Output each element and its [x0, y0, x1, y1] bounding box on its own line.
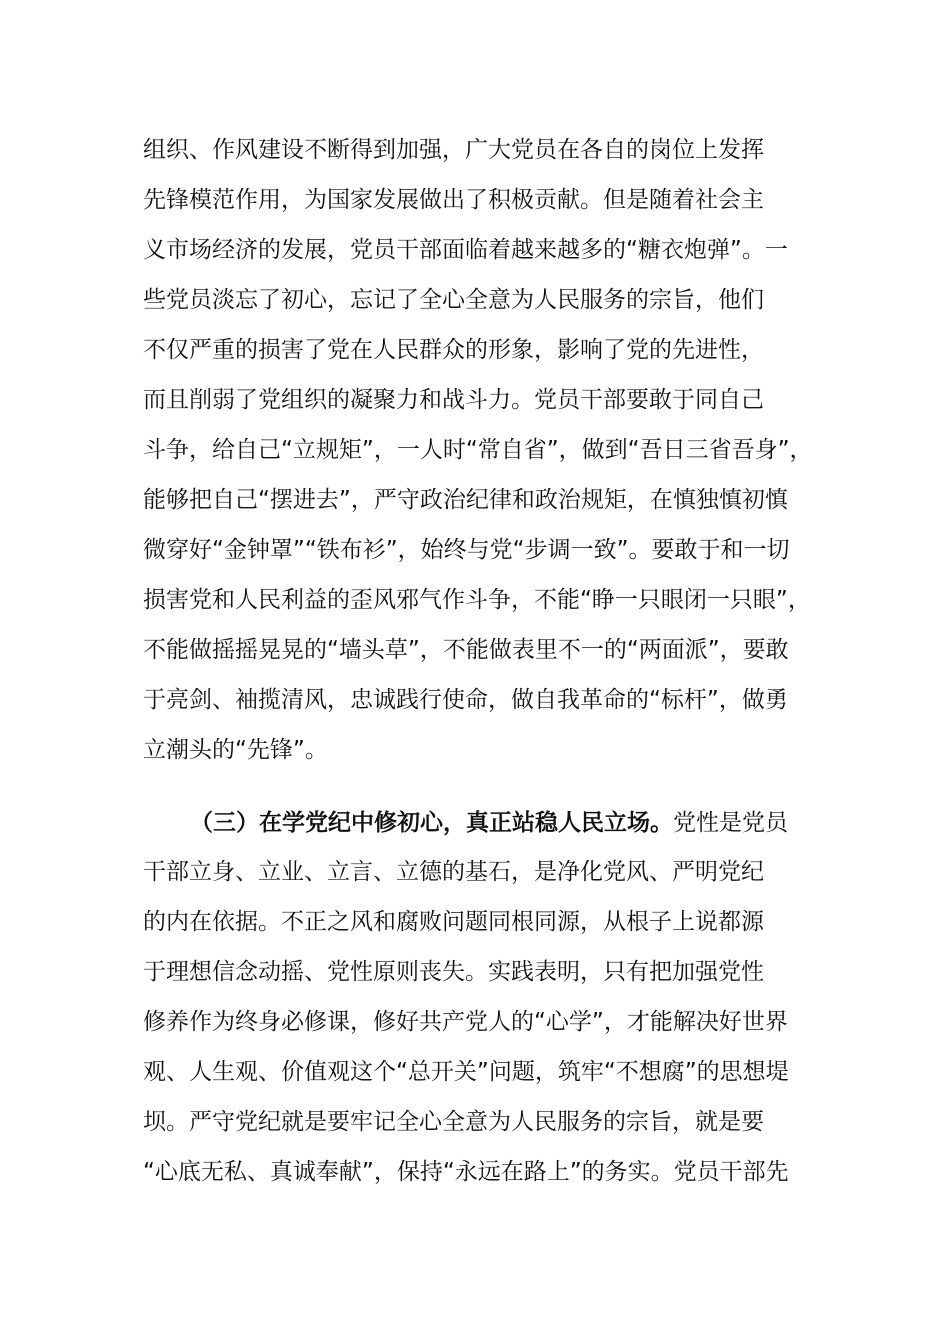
section-heading: （三）在学党纪中修初心，真正站稳人民立场。 [190, 810, 673, 836]
paragraph-1-line-7: 斗争，给自己“立规矩”，一人时“常自省”，做到“吾日三省吾身”， [143, 437, 813, 463]
paragraph-1-line-2: 先锋模范作用，为国家发展做出了积极贡献。但是随着社会主 [143, 187, 764, 213]
paragraph-1-line-4: 些党员淡忘了初心，忘记了全心全意为人民服务的宗旨，他们 [143, 287, 764, 313]
paragraph-1-line-1: 组织、作风建设不断得到加强，广大党员在各自的岗位上发挥 [143, 137, 764, 163]
paragraph-2-first-line-text: 党性是党员 [673, 810, 788, 836]
paragraph-2-line-8: “心底无私、真诚奉献”，保持“永远在路上”的务实。党员干部先 [143, 1159, 789, 1185]
paragraph-2-line-7: 坝。严守党纪就是要牢记全心全意为人民服务的宗旨，就是要 [143, 1109, 764, 1135]
paragraph-1-line-12: 于亮剑、袖揽清风，忠诚践行使命，做自我革命的“标杆”，做勇 [143, 687, 788, 713]
paragraph-1-line-8: 能够把自己“摆进去”，严守政治纪律和政治规矩，在慎独慎初慎 [143, 487, 788, 513]
paragraph-2-line-5: 修养作为终身必修课，修好共产党人的“心学”，才能解决好世界 [143, 1009, 788, 1035]
paragraph-2-line-6: 观、人生观、价值观这个“总开关”问题，筑牢“不想腐”的思想堤 [143, 1059, 789, 1085]
paragraph-1-line-10: 损害党和人民利益的歪风邪气作斗争，不能“睁一只眼闭一只眼”， [143, 587, 811, 613]
paragraph-2-line-2: 干部立身、立业、立言、立德的基石，是净化党风、严明党纪 [143, 859, 764, 885]
paragraph-1-line-6: 而且削弱了党组织的凝聚力和战斗力。党员干部要敢于同自己 [143, 387, 764, 413]
paragraph-2-line-3: 的内在依据。不正之风和腐败问题同根同源，从根子上说都源 [143, 909, 764, 935]
paragraph-1-line-9: 微穿好“金钟罩”“铁布衫”，始终与党“步调一致”。要敢于和一切 [143, 537, 790, 563]
paragraph-2-first-line [190, 808, 788, 838]
paragraph-1-line-5: 不仅严重的损害了党在人民群众的形象，影响了党的先进性， [143, 337, 764, 363]
paragraph-2-line-4: 于理想信念动摇、党性原则丧失。实践表明，只有把加强党性 [143, 959, 764, 985]
paragraph-1-line-3: 义市场经济的发展，党员干部面临着越来越多的“糖衣炮弹”。一 [143, 237, 788, 263]
paragraph-1-line-11: 不能做摇摇晃晃的“墙头草”，不能做表里不一的“两面派”，要敢 [143, 637, 789, 663]
paragraph-1-line-13: 立潮头的“先锋”。 [143, 737, 328, 763]
